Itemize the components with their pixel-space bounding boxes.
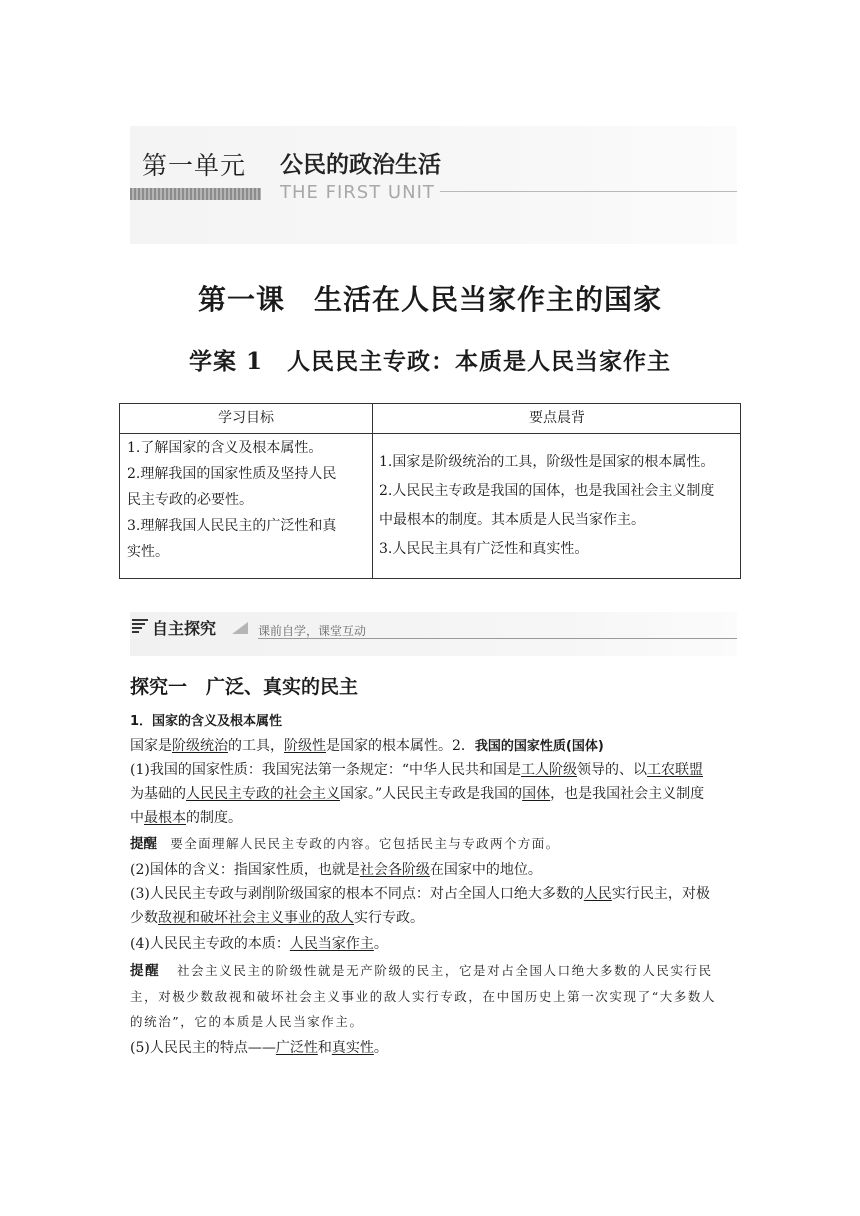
- tip-label: 提醒: [130, 963, 161, 979]
- text: 为基础的: [130, 786, 186, 802]
- unit-en-title: THE FIRST UNIT: [280, 182, 435, 203]
- tip-label: 提醒: [130, 836, 157, 852]
- blank-answer: 工农联盟: [647, 762, 703, 778]
- tip-text: 的统治”，它的本质是人民当家作主。: [130, 1014, 364, 1029]
- paragraph-line: [130, 758, 736, 782]
- subheading: 1．国家的含义及根本属性: [130, 714, 283, 729]
- tip-text: 要全面理解人民民主专政的内容。它包括民主与专政两个方面。: [170, 836, 560, 851]
- lesson-title: 第一课 生活在人民当家作主的国家: [197, 283, 662, 316]
- text: (4)人民民主专政的本质：: [130, 936, 290, 952]
- text: 实行民主，对极: [611, 886, 710, 902]
- unit-title: 公民的政治生活: [280, 152, 441, 178]
- unit-divider-line: [440, 191, 737, 192]
- tip-text: 主，对极少数敌视和破坏社会主义事业的敌人实行专政，在中国历史上第一次实现了“大多数人: [130, 989, 717, 1004]
- tip-line: [130, 832, 736, 856]
- goals-cell: [127, 435, 367, 565]
- unit-banner: [130, 126, 737, 244]
- goal-line: 2.理解我国的国家性质及坚持人民: [127, 466, 337, 482]
- heading-concept: [130, 709, 736, 734]
- paragraph-line: [130, 806, 736, 830]
- key-point-line: 中最根本的制度。其本质是人民当家作主。: [379, 512, 645, 528]
- unit-decor-bar: [130, 188, 261, 200]
- key-point-line: 2.人民民主专政是我国的国体，也是我国社会主义制度: [379, 483, 715, 499]
- lines-decor-icon: [132, 619, 148, 633]
- key-point-line: 3.人民民主具有广泛性和真实性。: [379, 541, 589, 557]
- text: 少数: [130, 910, 158, 926]
- text: 国家。”人民民主专政是我国的: [340, 786, 523, 802]
- blank-answer: 阶级性: [284, 738, 326, 754]
- blank-answer: 最根本: [144, 810, 186, 826]
- text: ，也是我国社会主义制度: [550, 786, 705, 802]
- slash-decor-icon: [232, 622, 248, 634]
- text: 。: [373, 1040, 388, 1056]
- tip-text: 社会主义民主的阶级性就是无产阶级的民主，它是对占全国人口绝大多数的人民实行民: [176, 963, 713, 978]
- paragraph-line: [130, 782, 736, 806]
- blank-answer: 敌视和破坏社会主义事业的敌人: [158, 910, 354, 926]
- key-point-line: 1.国家是阶级统治的工具，阶级性是国家的根本属性。: [379, 454, 715, 470]
- section-divider-line: [258, 638, 737, 639]
- explore-title: 探究一 广泛、真实的民主: [130, 676, 359, 698]
- goal-line: 民主专政的必要性。: [127, 492, 253, 508]
- key-points-cell: [379, 448, 739, 564]
- blank-answer: 阶级统治: [172, 738, 228, 754]
- goal-line: 3.理解我国人民民主的广泛性和真: [127, 518, 337, 534]
- text: 领导的、以: [577, 762, 647, 778]
- text: 在国家中的地位。: [429, 862, 542, 878]
- text: (1)我国的国家性质：我国宪法第一条规定：“中华人民共和国是: [130, 762, 521, 778]
- text: (3)人民民主专政与剥削阶级国家的根本不同点：对占全国人口绝大多数的: [130, 886, 584, 902]
- text: (2)国体的含义：指国家性质，也就是: [130, 862, 360, 878]
- paragraph-line: [130, 858, 736, 882]
- table-header-divider: [120, 433, 740, 434]
- blank-answer: 工人阶级: [521, 762, 577, 778]
- goal-line: 1.了解国家的含义及根本属性。: [127, 440, 323, 456]
- text: 的制度。: [186, 810, 242, 826]
- tip-block: [130, 958, 740, 1034]
- text: 的工具，: [228, 738, 284, 754]
- text: 是国家的根本属性。2．: [326, 738, 475, 754]
- table-header-key-points: 要点晨背: [529, 410, 585, 426]
- goal-line: 实性。: [127, 544, 169, 560]
- blank-answer: 人民民主专政的社会主义: [186, 786, 340, 802]
- section-title: 自主探究: [152, 619, 217, 638]
- text: 中: [130, 810, 144, 826]
- blank-answer: 国体: [522, 786, 551, 802]
- blank-answer: 人民: [583, 886, 612, 902]
- text: 国家是: [130, 738, 172, 754]
- tip-line: [130, 958, 740, 984]
- goals-table: [119, 403, 741, 579]
- paragraph-line: [130, 906, 736, 930]
- text: 实行专政。: [354, 910, 424, 926]
- section-banner: [130, 612, 737, 656]
- paragraph-line: [130, 1036, 736, 1060]
- blank-answer: 社会各阶级: [359, 862, 430, 878]
- table-header-goals: 学习目标: [218, 410, 274, 426]
- text: (5)人民民主的特点——: [130, 1040, 276, 1056]
- blank-answer: 广泛性: [275, 1040, 318, 1056]
- case-title: 学案 1 人民民主专政：本质是人民当家作主: [188, 348, 671, 375]
- text: 。: [373, 936, 388, 952]
- text: 和: [317, 1040, 332, 1056]
- blank-answer: 真实性: [331, 1040, 374, 1056]
- subheading: 我国的国家性质(国体): [474, 739, 604, 754]
- paragraph-line: [130, 734, 736, 759]
- section-subtitle: 课前自学，课堂互动: [258, 624, 367, 638]
- paragraph-line: [130, 882, 736, 906]
- blank-answer: 人民当家作主: [289, 936, 374, 952]
- paragraph-line: [130, 932, 736, 956]
- unit-number: 第一单元: [142, 151, 247, 180]
